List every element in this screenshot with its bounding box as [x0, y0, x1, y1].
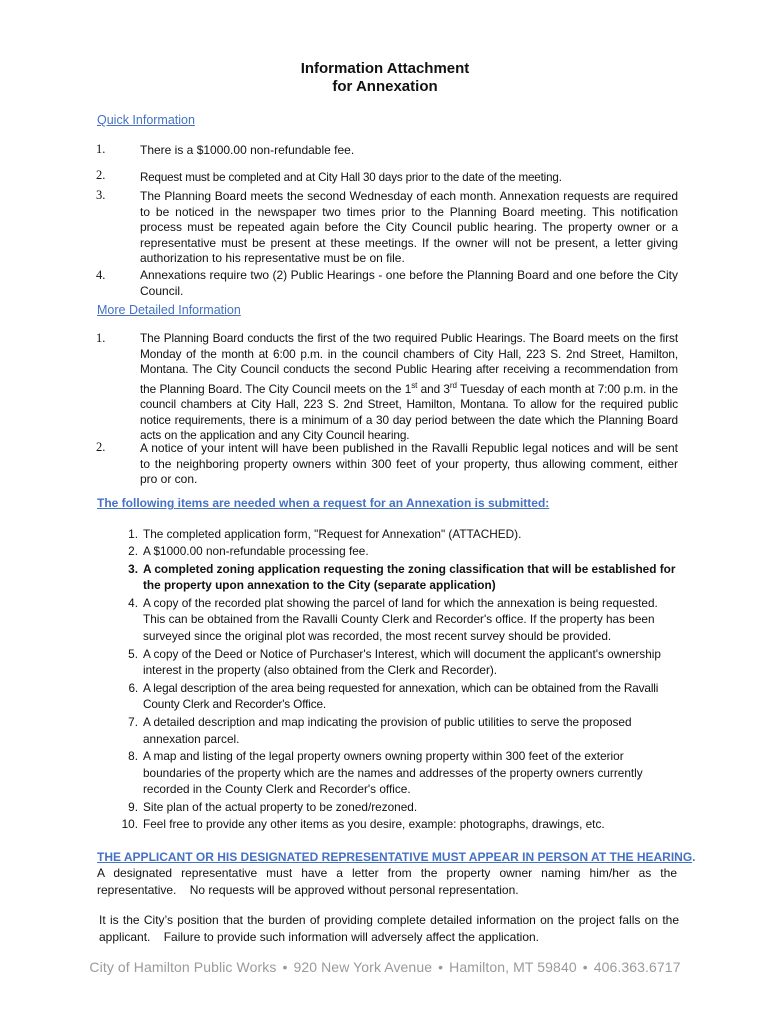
page-title	[0, 60, 770, 96]
detailed-item-2-text: A notice of your intent will have been published in the Ravalli Republic legal notices and will be sent to the neighboring property owners within 300 feet of your property, thus allowing comment, either pro or con.	[140, 441, 678, 487]
list-item: 4. A copy of the recorded plat showing the parcel of land for which the annexation is being requested. This can be obtained from the Ravalli County Clerk and Recorder's office. If the property has been surveyed since the original plot was recorded, the most recent survey should be provided.	[128, 595, 658, 644]
list-item: 6. A legal description of the area being requested for annexation, which can be obtained from the Ravalli County Clerk and Recorder's Office.	[128, 680, 659, 712]
quick-item-1-number: 1.	[96, 142, 106, 156]
footer-city: Hamilton, MT 59840	[449, 959, 577, 975]
appearance-notice-text: A designated representative must have a letter from the property owner naming him/her as the representative. No requests will be approved without personal representation.	[97, 866, 681, 897]
list-item: 3. A completed zoning application requesting the zoning classification that will be established for the property upon annexation to the City (separate application)	[128, 561, 676, 593]
needed-items-heading: The following items are needed when a request for an Annexation is submitted:	[97, 496, 550, 510]
title-line-1: Information Attachment	[300, 60, 470, 77]
footer-phone: 406.363.6717	[593, 959, 681, 975]
list-item: 7. A detailed description and map indicating the provision of public utilities to serve the proposed annexation parcel.	[128, 714, 632, 746]
position-statement: It is the City’s position that the burden of providing complete detailed information on the project falls on the applicant. Failure to provide such information will adversely affect the application.	[99, 913, 683, 944]
footer-separator: •	[282, 959, 288, 975]
quick-item-4-number: 4.	[96, 268, 106, 282]
list-item: 9. Site plan of the actual property to be zoned/rezoned.	[128, 799, 418, 814]
list-item: 10. Feel free to provide any other items as you desire, example: photographs, drawings, etc.	[121, 817, 605, 832]
footer-separator: •	[438, 959, 444, 975]
needed-items-list	[118, 526, 678, 833]
list-item: 8. A map and listing of the legal property owners owning property within 300 feet of the exterior boundaries of the property which are the names and addresses of the property owners currently recorded in the County Clerk and Recorder's office.	[128, 748, 643, 797]
footer-separator: •	[582, 959, 588, 975]
detailed-info-heading: More Detailed Information	[97, 303, 241, 317]
detailed-item-1-text: The Planning Board conducts the first of the two required Public Hearings. The Board meets on the first Monday of the month at 6:00 p.m. in the council chambers of City Hall, 223 S. 2nd Street, Hamilton, Montana. The City Council conducts the second Public Hearing after receiving a recommendation from the Planning Board. The City Council meets on the 1st and 3rd Tuesday of each month at 7:00 p.m. in the council chambers at City Hall, 223 S. 2nd Street, Hamilton, Montana. To allow for the required public notice requirements, there is a minimum of a 30 day period between the date which the Planning Board acts on the application and any City Council hearing.	[140, 331, 678, 443]
page-footer	[0, 959, 770, 975]
footer-address: 920 New York Avenue	[293, 959, 433, 975]
quick-item-2-text: Request must be completed and at City Hall 30 days prior to the date of the meeting.	[140, 171, 562, 184]
appearance-notice-heading: THE APPLICANT OR HIS DESIGNATED REPRESENTATIVE MUST APPEAR IN PERSON AT THE HEARING.	[97, 850, 696, 864]
footer-org: City of Hamilton Public Works	[89, 959, 277, 975]
list-item: 2. A $1000.00 non-refundable processing fee.	[128, 544, 369, 559]
list-item: 5. A copy of the Deed or Notice of Purchaser's Interest, which will document the applicant's ownership interest in the property (also obtained from the Clerk and Recorder).	[128, 646, 661, 678]
quick-info-heading: Quick Information	[97, 113, 195, 127]
detailed-item-1-number: 1.	[96, 331, 106, 345]
quick-item-3-text: The Planning Board meets the second Wednesday of each month. Annexation requests are required to be noticed in the newspaper two times prior to the Planning Board meeting. This notification process must be repeated again before the City Council public hearing. The property owner or a representative must be present at these meetings. If the owner will not be present, a letter giving authorization to his representative must be on file.	[140, 189, 678, 266]
title-line-2: for Annexation	[332, 78, 438, 95]
list-item: 1. The completed application form, "Request for Annexation" (ATTACHED).	[128, 527, 522, 541]
quick-item-2-number: 2.	[96, 168, 106, 182]
detailed-item-2-number: 2.	[96, 440, 106, 454]
quick-item-1-text: There is a $1000.00 non-refundable fee.	[140, 143, 355, 157]
quick-item-3-number: 3.	[96, 188, 106, 202]
quick-item-4-text: Annexations require two (2) Public Hearings - one before the Planning Board and one before the City Council.	[140, 268, 678, 298]
